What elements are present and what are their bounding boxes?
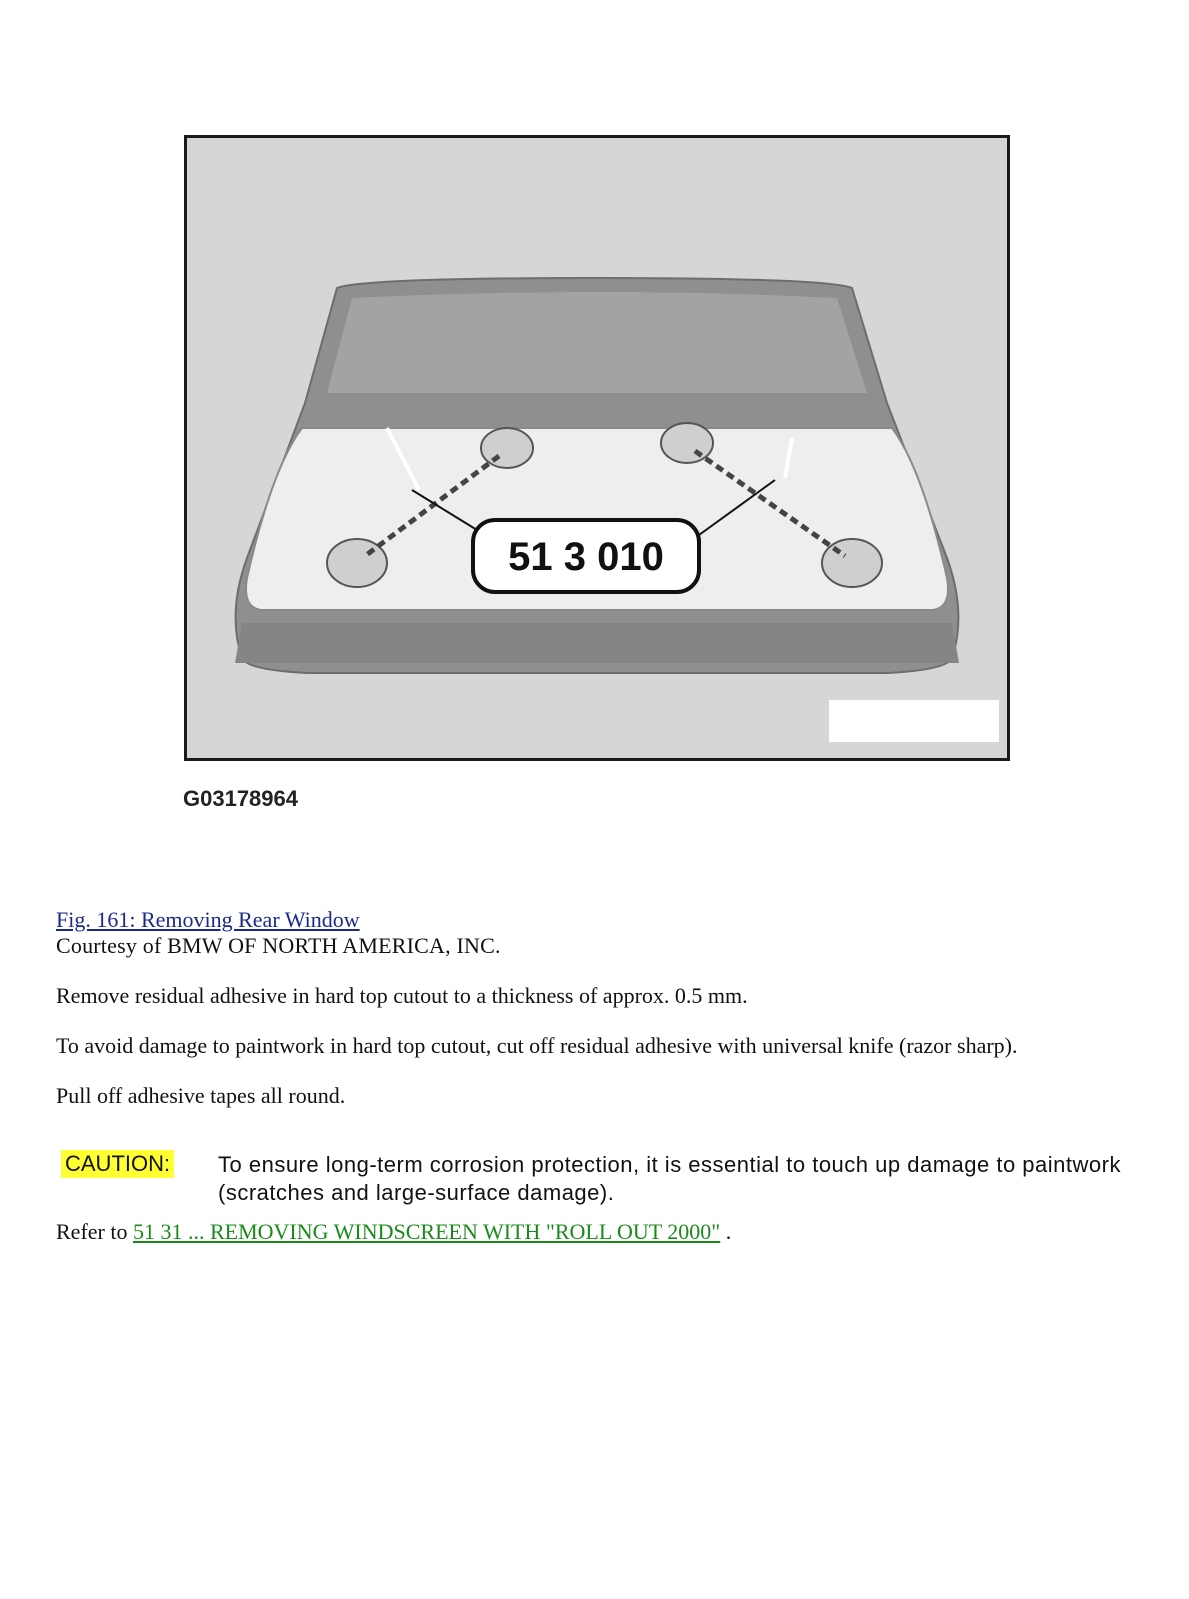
figure-caption-link[interactable]: Fig. 161: Removing Rear Window xyxy=(56,907,360,932)
step-text: Pull off adhesive tapes all round. xyxy=(56,1083,346,1108)
refer-line xyxy=(56,1218,731,1245)
refer-prefix: Refer to xyxy=(56,1219,133,1244)
callout-label: 51 3 010 xyxy=(508,535,664,579)
figure-id: G03178964 xyxy=(183,786,298,811)
figure-caption xyxy=(56,906,360,933)
caution-label: CAUTION: xyxy=(61,1150,174,1178)
refer-link[interactable]: 51 31 ... REMOVING WINDSCREEN WITH "ROLL OUT 2000" xyxy=(132,1219,721,1244)
refer-suffix: . xyxy=(720,1219,732,1244)
caution-text: To ensure long-term corrosion protection, it is essential to touch up damage to paintwork (scratches and large-surface damage). xyxy=(218,1152,1121,1205)
courtesy-line: Courtesy of BMW OF NORTH AMERICA, INC. xyxy=(56,933,501,958)
figure-image xyxy=(184,135,1010,761)
hardtop-illustration xyxy=(187,138,1007,758)
step-text: To avoid damage to paintwork in hard top cutout, cut off residual adhesive with universal knife (razor sharp). xyxy=(56,1033,1018,1058)
step-text: Remove residual adhesive in hard top cutout to a thickness of approx. 0.5 mm. xyxy=(56,983,748,1008)
